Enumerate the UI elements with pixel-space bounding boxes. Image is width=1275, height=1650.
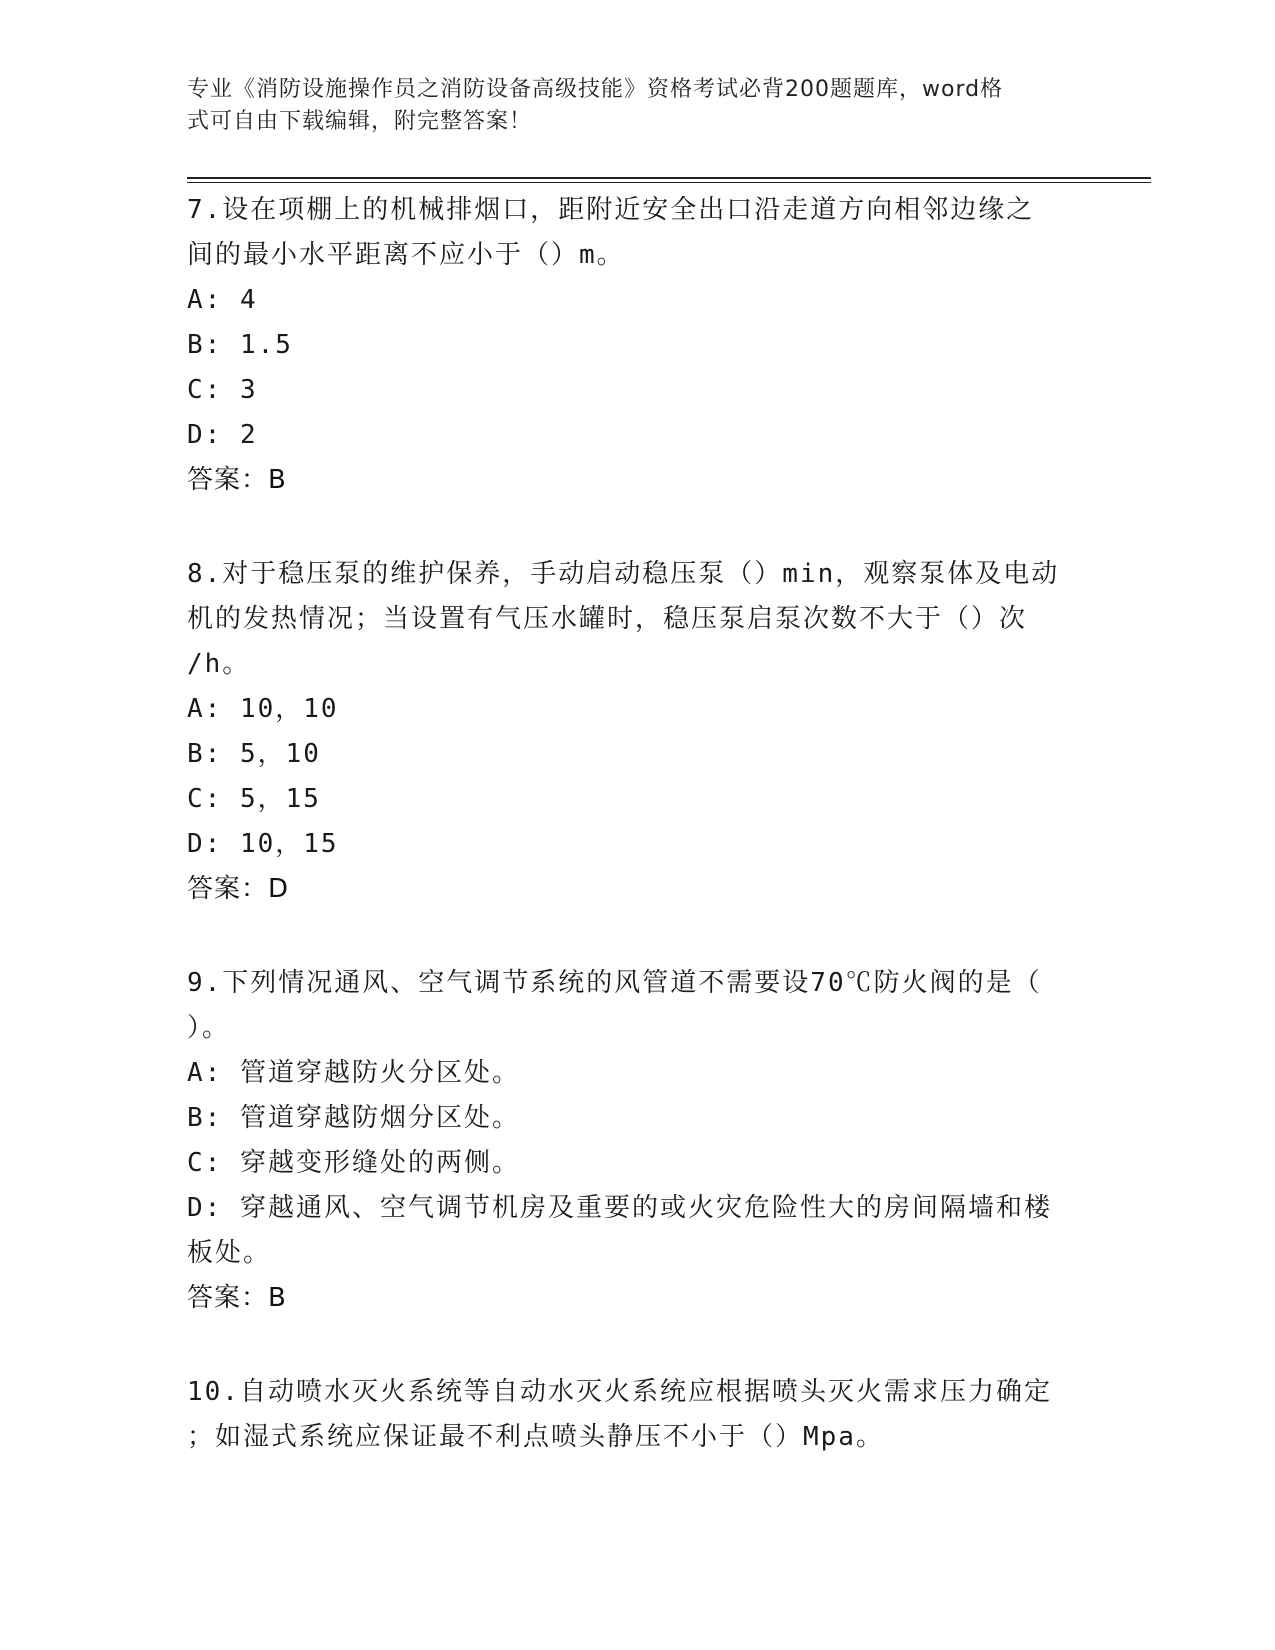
- answer: 答案：D: [187, 874, 290, 904]
- option-c: C: 5，15: [187, 784, 321, 814]
- question-stem-line: 间的最小水平距离不应小于（）m。: [187, 240, 625, 270]
- question-9: [187, 961, 1077, 1321]
- option-b: B: 5，10: [187, 739, 321, 769]
- option-d-continued: 板处。: [187, 1238, 272, 1268]
- option-c: C: 穿越变形缝处的两侧。: [187, 1148, 520, 1178]
- answer: 答案：B: [187, 465, 287, 495]
- question-stem-line: 8.对于稳压泵的维护保养，手动启动稳压泵（）min，观察泵体及电动: [187, 559, 1060, 589]
- question-list: [187, 188, 1077, 1460]
- option-b: B: 1.5: [187, 330, 293, 360]
- option-a: A: 4: [187, 285, 258, 315]
- option-a: A: 管道穿越防火分区处。: [187, 1058, 520, 1088]
- question-stem-line: 机的发热情况；当设置有气压水罐时，稳压泵启泵次数不大于（）次: [187, 604, 1028, 634]
- question-stem-line: 7.设在项棚上的机械排烟口，距附近安全出口沿走道方向相邻边缘之: [187, 195, 1035, 225]
- option-b: B: 管道穿越防烟分区处。: [187, 1103, 520, 1133]
- question-stem-line: /h。: [187, 649, 251, 679]
- option-d: D: 10，15: [187, 829, 339, 859]
- question-8: [187, 552, 1077, 912]
- header-divider-thin: [187, 182, 1151, 183]
- header-divider: [187, 177, 1151, 179]
- option-d: D: 2: [187, 420, 258, 450]
- question-7: [187, 188, 1077, 503]
- option-a: A: 10，10: [187, 694, 339, 724]
- answer: 答案：B: [187, 1283, 287, 1313]
- option-c: C: 3: [187, 375, 258, 405]
- question-stem-line: ；如湿式系统应保证最不利点喷头静压不小于（）Mpa。: [187, 1422, 884, 1452]
- header-line-1: 专业《消防设施操作员之消防设备高级技能》资格考试必背200题题库，word格: [187, 77, 1004, 102]
- header-line-2: 式可自由下载编辑，附完整答案！: [187, 109, 533, 134]
- question-stem-line: 9.下列情况通风、空气调节系统的风管道不需要设70℃防火阀的是（: [187, 968, 1042, 998]
- document-header: [187, 74, 1067, 138]
- question-stem-line: ）。: [187, 1013, 231, 1043]
- option-d: D: 穿越通风、空气调节机房及重要的或火灾危险性大的房间隔墙和楼: [187, 1193, 1052, 1223]
- question-10: [187, 1370, 1077, 1460]
- question-stem-line: 10.自动喷水灭火系统等自动水灭火系统应根据喷头灭火需求压力确定: [187, 1377, 1052, 1407]
